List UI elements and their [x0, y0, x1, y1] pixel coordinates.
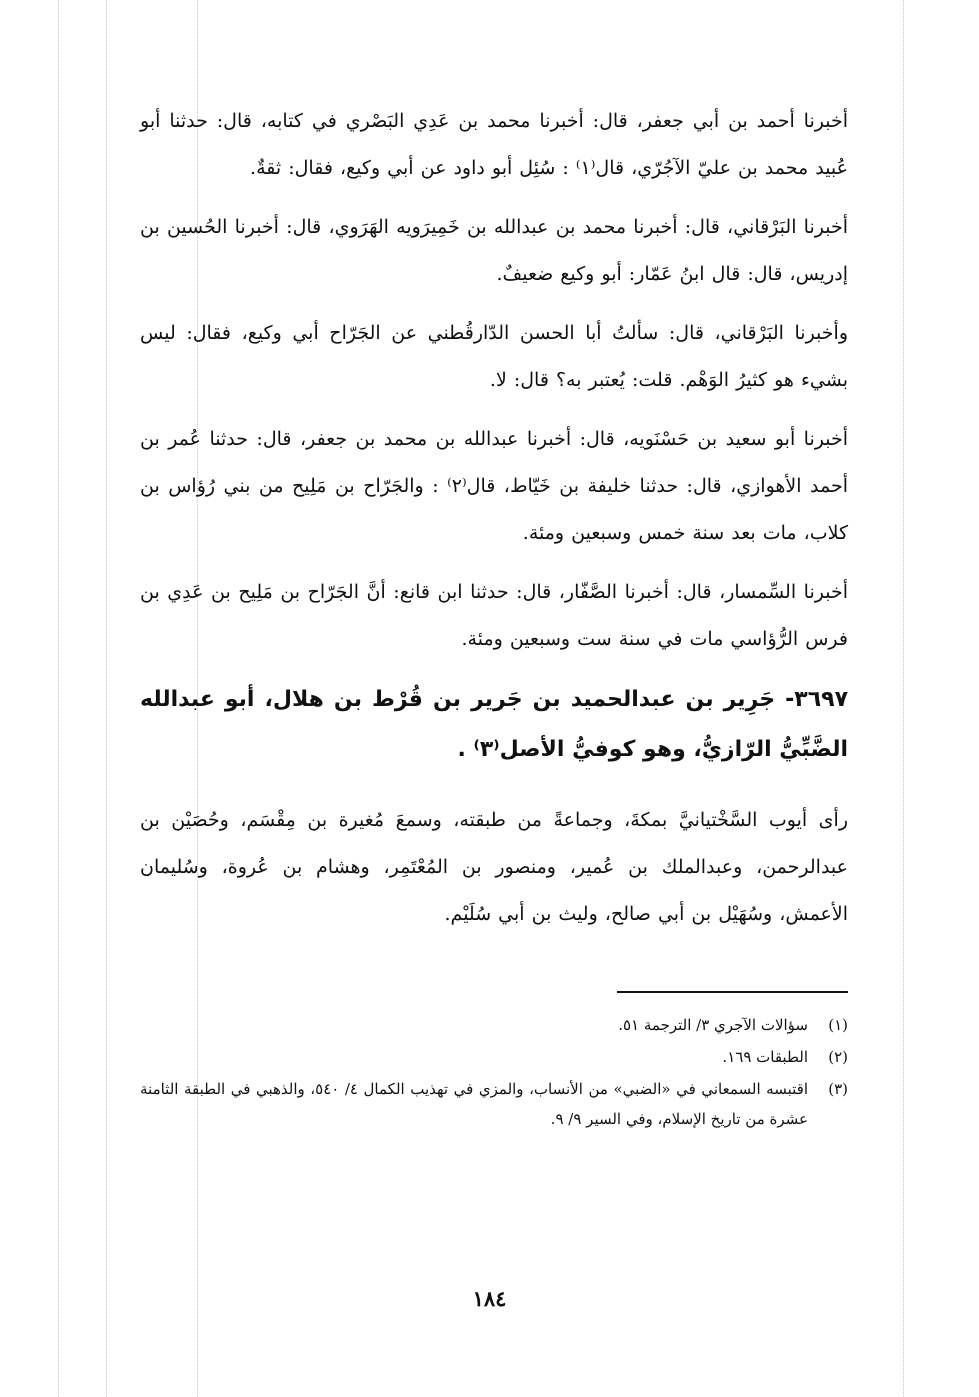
scan-artifact-line	[903, 0, 904, 1397]
footnote-text: الطبقات ١٦٩.	[722, 1048, 808, 1066]
footnote-number: (٢)	[828, 1048, 848, 1066]
footnote-text: اقتبسه السمعاني في «الضبي» من الأنساب، والمزي في تهذيب الكمال ٤/ ٥٤٠، والذهبي في الطبقة الثامنة عشرة من تاريخ الإسلام، وفي السير ٩/ ٩.	[140, 1080, 808, 1128]
scan-artifact-line	[58, 0, 59, 1397]
main-text	[140, 98, 848, 950]
paragraph: أخبرنا البَرْقاني، قال: أخبرنا محمد بن عبدالله بن خَمِيرَويه الهَرَوي، قال: أخبرنا الحُسين بن إدريس، قال: قال ابنُ عَمّار: أبو وكيع ضعيفٌ.	[140, 216, 848, 285]
footnote-separator	[617, 991, 848, 993]
footnote	[140, 1042, 848, 1072]
footnotes	[140, 1010, 848, 1136]
footnote	[140, 1074, 848, 1134]
footnote-number: (٣)	[828, 1080, 848, 1098]
footnote-text: سؤالات الآجري ٣/ الترجمة ٥١.	[618, 1016, 808, 1034]
paragraph: وأخبرنا البَرْقاني، قال: سألتُ أبا الحسن الدّارقُطني عن الجَرّاح أبي وكيع، فقال: ليس بشيء هو كثيرُ الوَهْم. قلت: يُعتبر به؟ قال: لا.	[140, 322, 848, 391]
footnote	[140, 1010, 848, 1040]
scan-artifact-line	[106, 0, 107, 1397]
paragraph: رأى أيوب السَّخْتيانيَّ بمكةَ، وجماعةً من طبقته، وسمعَ مُغيرة بن مِقْسَم، وحُصَيْن بن عبدالرحمن، وعبدالملك بن عُمير، ومنصور بن المُعْتَمِر، وهشام بن عُروة، وسُليمان الأعمش، وسُهَيْل بن أبي صالح، وليث بن أبي سُلَيْم.	[140, 809, 848, 925]
entry-heading: ٣٦٩٧- جَرِير بن عبدالحميد بن جَرير بن قُرْط بن هلال، أبو عبدالله الضَّبِّيُّ الرّازيُّ، وهو كوفيُّ الأصل⁽٣⁾ .	[140, 687, 848, 762]
footnote-number: (١)	[828, 1016, 848, 1034]
page-number: ١٨٤	[472, 1286, 507, 1311]
paragraph: أخبرنا أبو سعيد بن حَسْنَويه، قال: أخبرنا عبدالله بن محمد بن جعفر، قال: حدثنا عُمر بن أحمد الأهوازي، قال: حدثنا خليفة بن خَيّاط، قال⁽٢⁾ : والجَرّاح بن مَلِيح من بني رُؤاس بن كلاب، مات بعد سنة خمس وسبعين ومئة.	[140, 428, 848, 544]
paragraph: أخبرنا أحمد بن أبي جعفر، قال: أخبرنا محمد بن عَدِي البَصْري في كتابه، قال: حدثنا أبو عُبيد محمد بن عليّ الآجُرّي، قال⁽١⁾ : سُئِل أبو داود عن أبي وكيع، فقال: ثقةٌ.	[140, 110, 848, 179]
paragraph: أخبرنا السِّمسار، قال: أخبرنا الصَّفّار، قال: حدثنا ابن قانع: أنَّ الجَرّاح بن مَلِيح بن عَدِي بن فرس الرُّؤاسي مات في سنة ست وسبعين ومئة.	[140, 581, 848, 650]
